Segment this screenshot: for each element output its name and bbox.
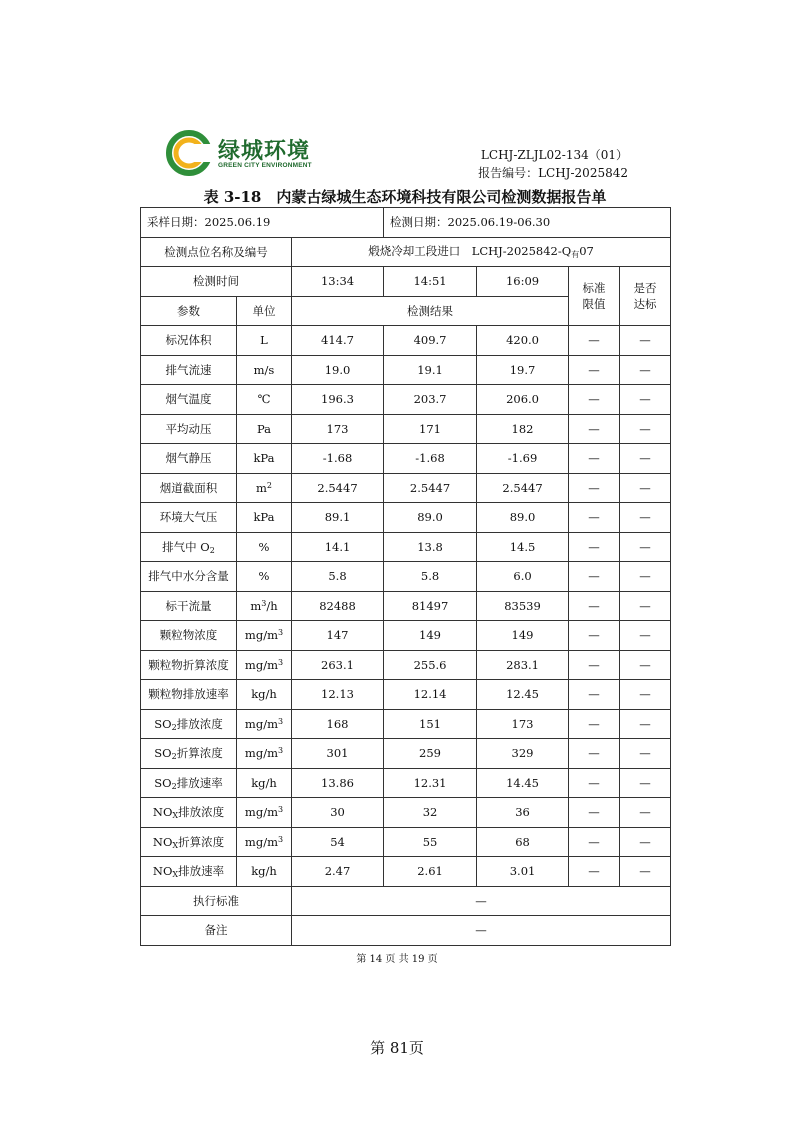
unit-cell <box>237 621 292 651</box>
param-tail: 折算浓度 <box>178 834 225 849</box>
unit-cell <box>237 503 292 533</box>
value-3: 3.01 <box>477 857 569 887</box>
test-data-table <box>140 207 671 946</box>
param-name: 烟气温度 <box>165 392 212 407</box>
value-3: 14.45 <box>477 768 569 798</box>
param-name: SO <box>154 746 172 761</box>
value-3: -1.69 <box>477 444 569 474</box>
unit-text: mg/m <box>244 834 278 849</box>
sample-date: 采样日期：2025.06.19 <box>141 208 384 238</box>
param-cell <box>141 326 237 356</box>
value-2: 32 <box>384 798 477 828</box>
unit-superscript: 3 <box>277 805 284 815</box>
compliance-cell: — <box>620 768 671 798</box>
value-2: 171 <box>384 414 477 444</box>
value-2: 409.7 <box>384 326 477 356</box>
param-subscript: 2 <box>171 752 177 762</box>
table-row <box>141 503 671 533</box>
value-1: 2.47 <box>292 857 384 887</box>
compliance-cell: — <box>620 444 671 474</box>
limit-cell: — <box>569 621 620 651</box>
value-2: 12.31 <box>384 768 477 798</box>
header-row-times <box>141 267 671 297</box>
test-date: 检测日期：2025.06.19-06.30 <box>384 208 671 238</box>
compliance-cell: — <box>620 709 671 739</box>
time-1: 13:34 <box>292 267 384 297</box>
table-row <box>141 591 671 621</box>
param-cell <box>141 650 237 680</box>
unit-text: kPa <box>253 451 275 466</box>
value-1: 82488 <box>292 591 384 621</box>
param-name: 排气流速 <box>165 362 212 377</box>
unit-superscript: 3 <box>261 598 267 608</box>
value-1: 301 <box>292 739 384 769</box>
value-1: 54 <box>292 827 384 857</box>
compliance-cell: — <box>620 680 671 710</box>
unit-cell <box>237 414 292 444</box>
value-3: 68 <box>477 827 569 857</box>
value-3: 149 <box>477 621 569 651</box>
unit-tail: /h <box>266 598 278 613</box>
compliance-header <box>620 267 671 326</box>
result-label: 检测结果 <box>292 296 569 326</box>
value-1: -1.68 <box>292 444 384 474</box>
unit-cell <box>237 591 292 621</box>
inner-page-number: 第 14 页 共 19 页 <box>356 954 438 965</box>
unit-text: mg/m <box>244 628 278 643</box>
table-row <box>141 709 671 739</box>
value-3: 206.0 <box>477 385 569 415</box>
param-name: 烟气静压 <box>165 451 212 466</box>
value-1: 14.1 <box>292 532 384 562</box>
table-row <box>141 326 671 356</box>
limit-cell: — <box>569 768 620 798</box>
value-3: 283.1 <box>477 650 569 680</box>
value-3: 14.5 <box>477 532 569 562</box>
unit-cell <box>237 355 292 385</box>
param-cell <box>141 739 237 769</box>
value-2: 255.6 <box>384 650 477 680</box>
compliance-cell: — <box>620 532 671 562</box>
table-row <box>141 385 671 415</box>
param-tail: 排放浓度 <box>178 805 225 820</box>
value-2: 149 <box>384 621 477 651</box>
value-3: 89.0 <box>477 503 569 533</box>
table-row <box>141 414 671 444</box>
unit-cell <box>237 650 292 680</box>
limit-cell: — <box>569 562 620 592</box>
unit-cell <box>237 532 292 562</box>
unit-cell <box>237 473 292 503</box>
unit-text: % <box>258 569 270 584</box>
param-name: 平均动压 <box>165 421 212 436</box>
limit-cell: — <box>569 532 620 562</box>
param-label: 参数 <box>141 296 237 326</box>
unit-text: ℃ <box>257 392 271 407</box>
value-1: 2.5447 <box>292 473 384 503</box>
info-row-point <box>141 237 671 267</box>
compliance-cell: — <box>620 473 671 503</box>
limit-cell: — <box>569 385 620 415</box>
param-subscript: X <box>172 811 179 821</box>
time-label: 检测时间 <box>141 267 292 297</box>
value-3: 6.0 <box>477 562 569 592</box>
param-name: 颗粒物折算浓度 <box>148 657 229 672</box>
limit-cell: — <box>569 798 620 828</box>
compliance-cell: — <box>620 503 671 533</box>
unit-text: m <box>250 598 262 613</box>
value-2: -1.68 <box>384 444 477 474</box>
value-2: 2.61 <box>384 857 477 887</box>
param-name: NO <box>152 805 173 820</box>
info-row-dates <box>141 208 671 238</box>
value-2: 89.0 <box>384 503 477 533</box>
param-name: 环境大气压 <box>159 510 218 525</box>
value-1: 13.86 <box>292 768 384 798</box>
value-2: 259 <box>384 739 477 769</box>
unit-cell <box>237 326 292 356</box>
company-logo <box>166 130 326 178</box>
value-1: 12.13 <box>292 680 384 710</box>
param-tail: 排放浓度 <box>176 716 223 731</box>
limit-cell: — <box>569 857 620 887</box>
standard-row-value: — <box>292 886 671 916</box>
param-cell <box>141 562 237 592</box>
value-3: 19.7 <box>477 355 569 385</box>
standard-row-label: 执行标准 <box>141 886 292 916</box>
param-tail: 排放速率 <box>176 775 223 790</box>
point-suffix: 07 <box>579 244 594 259</box>
standard-limit-header <box>569 267 620 326</box>
unit-text: mg/m <box>244 716 278 731</box>
outer-page-number: 第 81页 <box>370 1039 424 1057</box>
standard-row <box>141 886 671 916</box>
time-2: 14:51 <box>384 267 477 297</box>
unit-text: mg/m <box>244 657 278 672</box>
limit-cell: — <box>569 414 620 444</box>
param-cell <box>141 621 237 651</box>
table-row <box>141 857 671 887</box>
param-subscript: 2 <box>209 545 215 555</box>
param-tail: 排放速率 <box>178 864 225 879</box>
limit-cell: — <box>569 650 620 680</box>
param-name: 排气中水分含量 <box>148 569 229 584</box>
value-3: 36 <box>477 798 569 828</box>
remark-row-label: 备注 <box>141 916 292 946</box>
limit-cell: — <box>569 739 620 769</box>
param-cell <box>141 768 237 798</box>
param-name: 标况体积 <box>165 333 212 348</box>
compliance-cell: — <box>620 650 671 680</box>
compliance-cell: — <box>620 326 671 356</box>
value-1: 263.1 <box>292 650 384 680</box>
param-cell <box>141 385 237 415</box>
param-cell <box>141 709 237 739</box>
value-2: 19.1 <box>384 355 477 385</box>
green-city-logo-icon <box>166 130 212 176</box>
param-name: NO <box>152 834 173 849</box>
unit-label: 单位 <box>237 296 292 326</box>
param-tail: 折算浓度 <box>176 746 223 761</box>
param-name: 颗粒物浓度 <box>159 628 218 643</box>
limit-cell: — <box>569 444 620 474</box>
table-row <box>141 562 671 592</box>
param-cell <box>141 798 237 828</box>
param-cell <box>141 503 237 533</box>
value-2: 13.8 <box>384 532 477 562</box>
point-label: 检测点位名称及编号 <box>141 237 292 267</box>
unit-text: L <box>260 333 268 348</box>
unit-text: % <box>258 539 270 554</box>
limit-cell: — <box>569 326 620 356</box>
compliance-cell: — <box>620 562 671 592</box>
remark-row-value: — <box>292 916 671 946</box>
table-row <box>141 768 671 798</box>
param-cell <box>141 591 237 621</box>
table-row <box>141 680 671 710</box>
compliance-cell: — <box>620 591 671 621</box>
unit-text: mg/m <box>244 805 278 820</box>
value-2: 2.5447 <box>384 473 477 503</box>
unit-text: kPa <box>253 510 275 525</box>
value-1: 168 <box>292 709 384 739</box>
value-1: 19.0 <box>292 355 384 385</box>
value-1: 89.1 <box>292 503 384 533</box>
compliance-label: 是否达标 <box>633 281 657 311</box>
value-1: 5.8 <box>292 562 384 592</box>
unit-superscript: 2 <box>266 480 272 490</box>
value-3: 182 <box>477 414 569 444</box>
value-2: 12.14 <box>384 680 477 710</box>
compliance-cell: — <box>620 798 671 828</box>
value-3: 420.0 <box>477 326 569 356</box>
unit-text: kg/h <box>251 687 277 702</box>
limit-cell: — <box>569 355 620 385</box>
compliance-cell: — <box>620 621 671 651</box>
unit-text: Pa <box>256 421 272 436</box>
table-row <box>141 355 671 385</box>
unit-cell <box>237 827 292 857</box>
unit-text: mg/m <box>244 746 278 761</box>
param-cell <box>141 827 237 857</box>
table-row <box>141 739 671 769</box>
param-cell <box>141 680 237 710</box>
unit-text: kg/h <box>251 775 277 790</box>
unit-cell <box>237 562 292 592</box>
unit-superscript: 3 <box>277 746 284 756</box>
unit-superscript: 3 <box>277 628 284 638</box>
limit-cell: — <box>569 709 620 739</box>
param-name: 颗粒物排放速率 <box>148 687 229 702</box>
param-subscript: X <box>172 840 179 850</box>
param-cell <box>141 532 237 562</box>
value-2: 81497 <box>384 591 477 621</box>
logo-chinese-name: 绿城环境 <box>218 139 311 164</box>
param-cell <box>141 857 237 887</box>
table-row <box>141 444 671 474</box>
compliance-cell: — <box>620 857 671 887</box>
param-name: 标干流量 <box>165 598 212 613</box>
unit-cell <box>237 680 292 710</box>
value-2: 151 <box>384 709 477 739</box>
document-code: LCHJ-ZLJL02-134（01） <box>480 148 628 162</box>
table-row <box>141 827 671 857</box>
limit-cell: — <box>569 827 620 857</box>
unit-superscript: 3 <box>277 716 284 726</box>
param-name: NO <box>152 864 173 879</box>
unit-cell <box>237 857 292 887</box>
unit-cell <box>237 798 292 828</box>
unit-text: m <box>256 480 267 495</box>
value-1: 30 <box>292 798 384 828</box>
value-2: 5.8 <box>384 562 477 592</box>
remark-row <box>141 916 671 946</box>
value-1: 173 <box>292 414 384 444</box>
table-row <box>141 621 671 651</box>
compliance-cell: — <box>620 385 671 415</box>
param-subscript: 2 <box>171 781 177 791</box>
time-3: 16:09 <box>477 267 569 297</box>
param-name: 烟道截面积 <box>159 480 218 495</box>
table-row <box>141 473 671 503</box>
param-name: 排气中 O <box>162 539 210 554</box>
value-1: 196.3 <box>292 385 384 415</box>
value-3: 83539 <box>477 591 569 621</box>
table-row <box>141 798 671 828</box>
point-value: 煅烧冷却工段进口 LCHJ-2025842-Q <box>368 244 572 259</box>
limit-cell: — <box>569 503 620 533</box>
compliance-cell: — <box>620 355 671 385</box>
point-value-cell <box>292 237 671 267</box>
point-sub: 有 <box>571 250 580 260</box>
value-1: 147 <box>292 621 384 651</box>
value-2: 55 <box>384 827 477 857</box>
value-3: 173 <box>477 709 569 739</box>
unit-text: kg/h <box>251 864 277 879</box>
unit-cell <box>237 709 292 739</box>
param-subscript: X <box>172 870 179 880</box>
param-name: SO <box>154 716 172 731</box>
unit-superscript: 3 <box>277 657 284 667</box>
param-cell <box>141 414 237 444</box>
param-cell <box>141 444 237 474</box>
limit-cell: — <box>569 591 620 621</box>
compliance-cell: — <box>620 827 671 857</box>
param-subscript: 2 <box>171 722 177 732</box>
unit-text: m/s <box>253 362 275 377</box>
unit-cell <box>237 444 292 474</box>
limit-cell: — <box>569 680 620 710</box>
limit-cell: — <box>569 473 620 503</box>
compliance-cell: — <box>620 739 671 769</box>
unit-cell <box>237 739 292 769</box>
param-cell <box>141 355 237 385</box>
compliance-cell: — <box>620 414 671 444</box>
unit-cell <box>237 768 292 798</box>
table-row <box>141 650 671 680</box>
value-2: 203.7 <box>384 385 477 415</box>
logo-english-name: GREEN CITY ENVIRONMENT <box>218 162 312 169</box>
unit-cell <box>237 385 292 415</box>
param-name: SO <box>154 775 172 790</box>
unit-superscript: 3 <box>277 834 284 844</box>
table-row <box>141 532 671 562</box>
value-1: 414.7 <box>292 326 384 356</box>
standard-limit-label: 标准限值 <box>582 281 606 311</box>
value-3: 2.5447 <box>477 473 569 503</box>
value-3: 329 <box>477 739 569 769</box>
param-cell <box>141 473 237 503</box>
report-number: 报告编号：LCHJ-2025842 <box>478 166 628 180</box>
value-3: 12.45 <box>477 680 569 710</box>
table-title: 表 3-18 内蒙古绿城生态环境科技有限公司检测数据报告单 <box>203 188 607 206</box>
